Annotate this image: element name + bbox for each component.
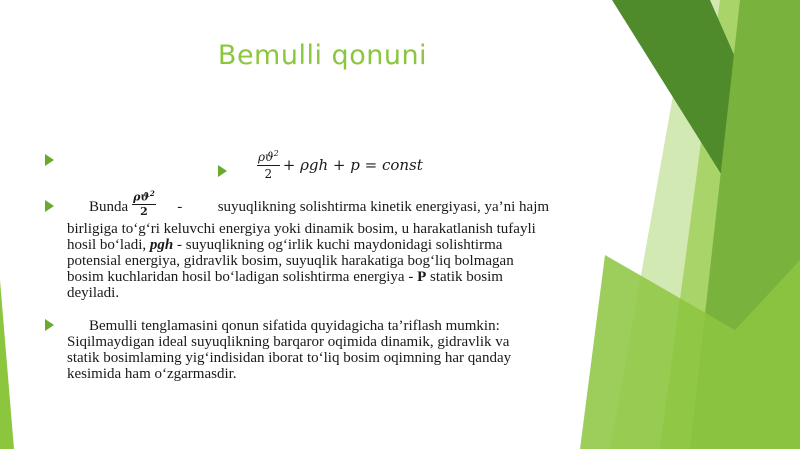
para2-line2: Siqilmaydigan ideal suyuqlikning barqaror oqimida dinamik, gidravlik va (67, 334, 510, 350)
deco-left-strip (0, 280, 14, 449)
bullet-icon (45, 319, 54, 331)
para1-line6: deyiladi. (67, 284, 120, 301)
bernoulli-formula (257, 150, 423, 180)
inline-fraction: $\frac{\rho ϑ^2}{2}$ (133, 189, 155, 218)
para1-line4: potensial energiya, gidravlik bosim, suyuqlik harakatiga bog‘liq bolmagan (67, 252, 514, 269)
slide-title: Bemulli qonuni (217, 40, 428, 71)
bullet-icon (218, 165, 227, 177)
para1-line5: bosim kuchlaridan hosil bo‘ladigan solishtirma energiya - P statik bosim (67, 268, 503, 285)
para2-line3: statik bosimlaming yig‘indisidan iborat to‘liq bosim oqimning har qanday (67, 350, 512, 366)
bullet-icon (45, 200, 54, 212)
bullet-icon (45, 154, 54, 166)
paragraph-bernoulli-definition (67, 318, 567, 382)
para2-line4: kesimida ham o‘zgarmasdir. (67, 366, 237, 382)
formula-rest: + ρgh + p = const (282, 156, 423, 174)
para2-line1: Bemulli tenglamasini qonun sifatida quyidagicha ta’riflash mumkin: (89, 318, 500, 334)
paragraph-kinetic-energy (67, 189, 567, 301)
para1-line3: hosil bo‘ladi, pgh - suyuqlikning og‘irlik kuchi maydonidagi solishtirma (67, 236, 503, 253)
para1-line2: birligiga to‘g‘ri keluvchi energiya yoki dinamik bosim, u harakatlanish tufayli (67, 220, 536, 237)
para1-line1: Bunda $\frac{\rho ϑ^2}{2}$ - suyuqlikning solishtirma kinetik energiyasi, ya’ni hajm (89, 189, 550, 218)
formula-fraction: $\frac{\rho ϑ^2}{2}$ (258, 149, 279, 181)
